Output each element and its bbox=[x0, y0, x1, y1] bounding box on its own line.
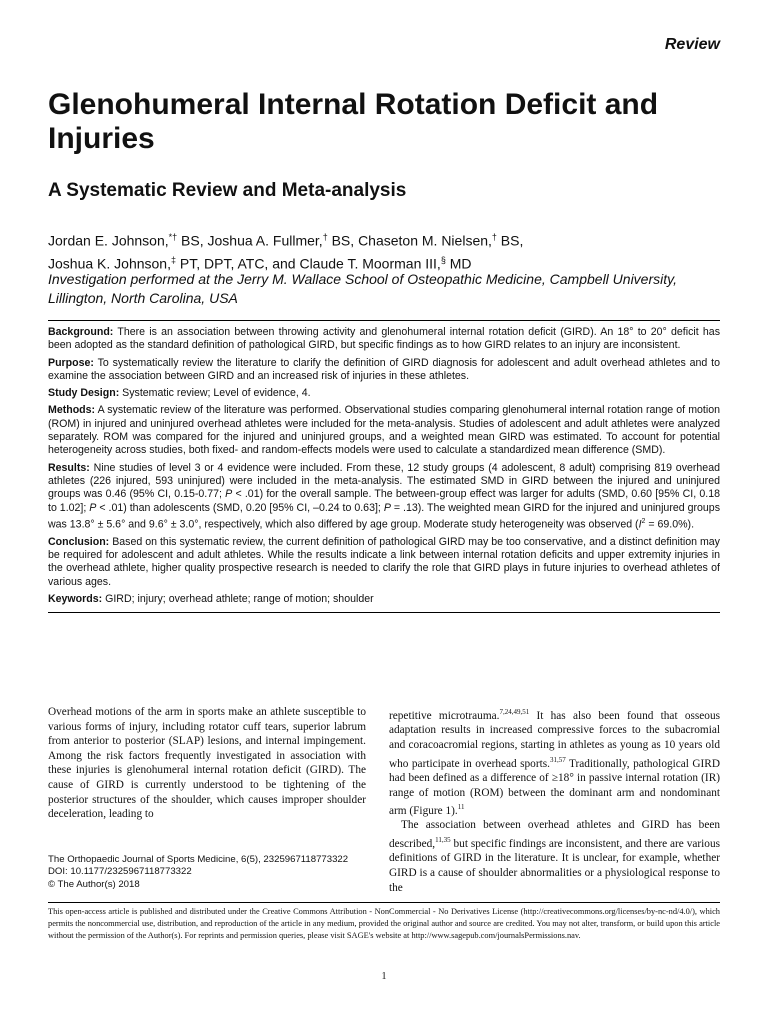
abstract-text: GIRD; injury; overhead athlete; range of motion; shoulder bbox=[105, 592, 374, 605]
author-name: Claude T. Moorman III, bbox=[299, 255, 441, 272]
abstract-background bbox=[48, 326, 720, 353]
abstract-text: < .01) than adolescents (SMD, 0.20 [95% CI, –0.24 to 0.63]; bbox=[96, 501, 384, 514]
abstract-keywords bbox=[48, 593, 720, 606]
p-value-symbol: P bbox=[383, 501, 391, 514]
abstract-text: = .13). The weighted mean GIRD for the injured and uninjured groups was 13.8° ± 5.6° and 9.6° ± 3.0°, respectively, which also differed by age group. Moderate study heterogeneity was observed ( bbox=[48, 501, 720, 531]
abstract-label: Keywords: bbox=[48, 592, 103, 605]
license-divider bbox=[48, 902, 720, 903]
abstract-conclusion bbox=[48, 536, 720, 589]
doi[interactable]: DOI: 10.1177/2325967118773322 bbox=[48, 866, 192, 878]
heterogeneity-symbol: I bbox=[638, 518, 642, 531]
abstract bbox=[48, 320, 720, 613]
body-paragraph: Overhead motions of the arm in sports make an athlete susceptible to various forms of injury, including rotator cuff tears, superior labrum from anterior to posterior (SLAP) lesions, and internal impingement. Among the risk factors frequently investigated in association with these injuries is glenohumeral internal rotation deficit (GIRD). The cause of GIRD is currently understood to be tightening of the posterior structures of the shoulder, which causes improper shoulder deceleration, leading to bbox=[48, 706, 366, 821]
abstract-results bbox=[48, 462, 720, 532]
abstract-label: Study Design: bbox=[48, 387, 120, 400]
abstract-text: To systematically review the literature to clarify the definition of GIRD diagnosis for adolescent and adult overhead athletes and to examine the association between GIRD and an increased risk of injuries in these athletes. bbox=[48, 356, 720, 382]
author-name: Chaseton M. Nielsen, bbox=[358, 232, 492, 249]
abstract-label: Background: bbox=[48, 326, 114, 338]
affiliation: Investigation performed at the Jerry M. Wallace School of Osteopathic Medicine, Campbell University, Lillington, North Carolina, USA bbox=[48, 271, 677, 306]
author-affiliation-mark: † bbox=[322, 232, 328, 242]
citation-ref[interactable]: 31,57 bbox=[549, 755, 566, 764]
body-column-left bbox=[48, 705, 366, 822]
body-text: It has also been found that osseous adaptation results in increased compressive forces to the subacromial and coracoacromial regions, starting in athletes as young as 10 years old who participate in overhead sports. bbox=[389, 709, 720, 770]
abstract-text: Systematic review; Level of evidence, 4. bbox=[122, 387, 311, 400]
body-text: repetitive microtrauma. bbox=[389, 709, 500, 722]
article-subtitle: A Systematic Review and Meta-analysis bbox=[48, 180, 407, 201]
body-text: Traditionally, pathological GIRD had been defined as a difference of ≥18° in passive internal rotation (IR) range of motion (ROM) between the dominant arm and nondominant arm (Figure 1). bbox=[389, 757, 720, 817]
journal-meta bbox=[48, 854, 366, 891]
abstract-text: A systematic review of the literature was performed. Observational studies comparing glenohumeral internal rotation range of motion (ROM) in injured and uninjured overhead athletes were included for the meta-analysis. Studies of adolescent and adult athletes were analyzed separately. ROM was compared for the injured and uninjured groups, and a weighted mean GIRD was estimated. To account for potential heterogeneity across studies, both fixed- and random-effects models were used to calculate a standardized mean difference (SMD). bbox=[48, 404, 720, 457]
author-degree: BS, bbox=[327, 232, 359, 249]
abstract-text: = 69.0%). bbox=[645, 518, 695, 531]
body-paragraph bbox=[389, 705, 720, 818]
author-affiliation-mark: † bbox=[491, 232, 497, 242]
author-name: Joshua A. Fullmer, bbox=[207, 232, 323, 249]
abstract-text: There is an association between throwing activity and glenohumeral internal rotation deficit (GIRD). An 18° to 20° deficit has been adopted as the standard definition of pathological GIRD, but specific findings as to how GIRD relates to an injury are inconsistent. bbox=[48, 326, 720, 352]
journal-citation: The Orthopaedic Journal of Sports Medicine, 6(5), 2325967118773322 bbox=[48, 854, 349, 865]
page-number: 1 bbox=[381, 971, 387, 982]
author-affiliation-mark: § bbox=[440, 254, 446, 265]
article-title: Glenohumeral Internal Rotation Deficit and Injuries bbox=[48, 88, 659, 155]
p-value-symbol: P bbox=[225, 488, 233, 501]
author-affiliation-mark: *† bbox=[168, 232, 178, 242]
abstract-text: Based on this systematic review, the current definition of pathological GIRD may be too conservative, and a distinct definition may be required for adolescent and adult athletes. While the results indicate a link between internal rotation deficits and upper extremity injuries in the overhead athlete, higher quality prospective research is needed to clarify the role that GIRD plays in future injuries to overhead athletes of various ages. bbox=[48, 535, 720, 588]
abstract-methods bbox=[48, 404, 720, 457]
body-column-right bbox=[389, 705, 720, 895]
author-affiliation-mark: ‡ bbox=[170, 254, 176, 265]
body-paragraph bbox=[389, 818, 720, 895]
author-degree: PT, DPT, ATC, and bbox=[176, 255, 300, 272]
author-list bbox=[48, 228, 728, 273]
author-name: Jordan E. Johnson, bbox=[48, 232, 169, 249]
license-notice: This open-access article is published and distributed under the Creative Commons Attribution - NonCommercial - No Derivatives License (http://creativecommons.org/licenses/by-nc-nd/4.0/), which permits the noncommercial use, distribution, and reproduction of the article in any medium, provided the original author and source are credited. You may not alter, transform, or build upon this article without the permission of the Author(s). For reprints and permission queries, please visit SAGE's website at http://www.sagepub.com/journalsPermissions.nav. bbox=[48, 907, 720, 941]
abstract-label: Methods: bbox=[48, 404, 96, 417]
p-value-symbol: P bbox=[89, 501, 97, 514]
abstract-label: Conclusion: bbox=[48, 535, 110, 548]
abstract-label: Results: bbox=[48, 461, 90, 474]
citation-ref[interactable]: 11 bbox=[457, 803, 465, 812]
heterogeneity-exponent: 2 bbox=[641, 517, 646, 525]
citation-ref[interactable]: 11,35 bbox=[435, 836, 451, 845]
citation-ref[interactable]: 7,24,49,51 bbox=[499, 708, 530, 716]
abstract-text: < .01) for the overall sample. The between-group effect was larger for adults (SMD, 0.60 [95% CI, 0.18 to 1.02]; bbox=[48, 488, 720, 514]
copyright: © The Author(s) 2018 bbox=[48, 878, 140, 890]
author-name: Joshua K. Johnson, bbox=[48, 255, 171, 272]
abstract-text: Nine studies of level 3 or 4 evidence were included. From these, 12 study groups (4 adolescent, 8 adult) comprising 819 overhead athletes (226 injured, 593 uninjured) were included in the meta-analysis. The estimated SMD in GIRD between the injured and uninjured groups was 0.46 (95% CI, 0.15-0.77; bbox=[48, 461, 720, 501]
body-text: The association between overhead athletes and GIRD has been described, bbox=[389, 819, 720, 850]
body-text: but specific findings are inconsistent, and there are various definitions of GIRD in the literature. It is unclear, for example, whether GIRD is a cause of shoulder abnormalities or a physiological response to the bbox=[389, 837, 720, 894]
section-label: Review bbox=[664, 36, 720, 53]
author-degree: BS, bbox=[177, 232, 208, 249]
abstract-purpose bbox=[48, 357, 720, 384]
abstract-label: Purpose: bbox=[48, 356, 94, 369]
author-degree: BS, bbox=[496, 232, 524, 249]
abstract-study-design bbox=[48, 387, 720, 400]
author-degree: MD bbox=[445, 255, 472, 272]
